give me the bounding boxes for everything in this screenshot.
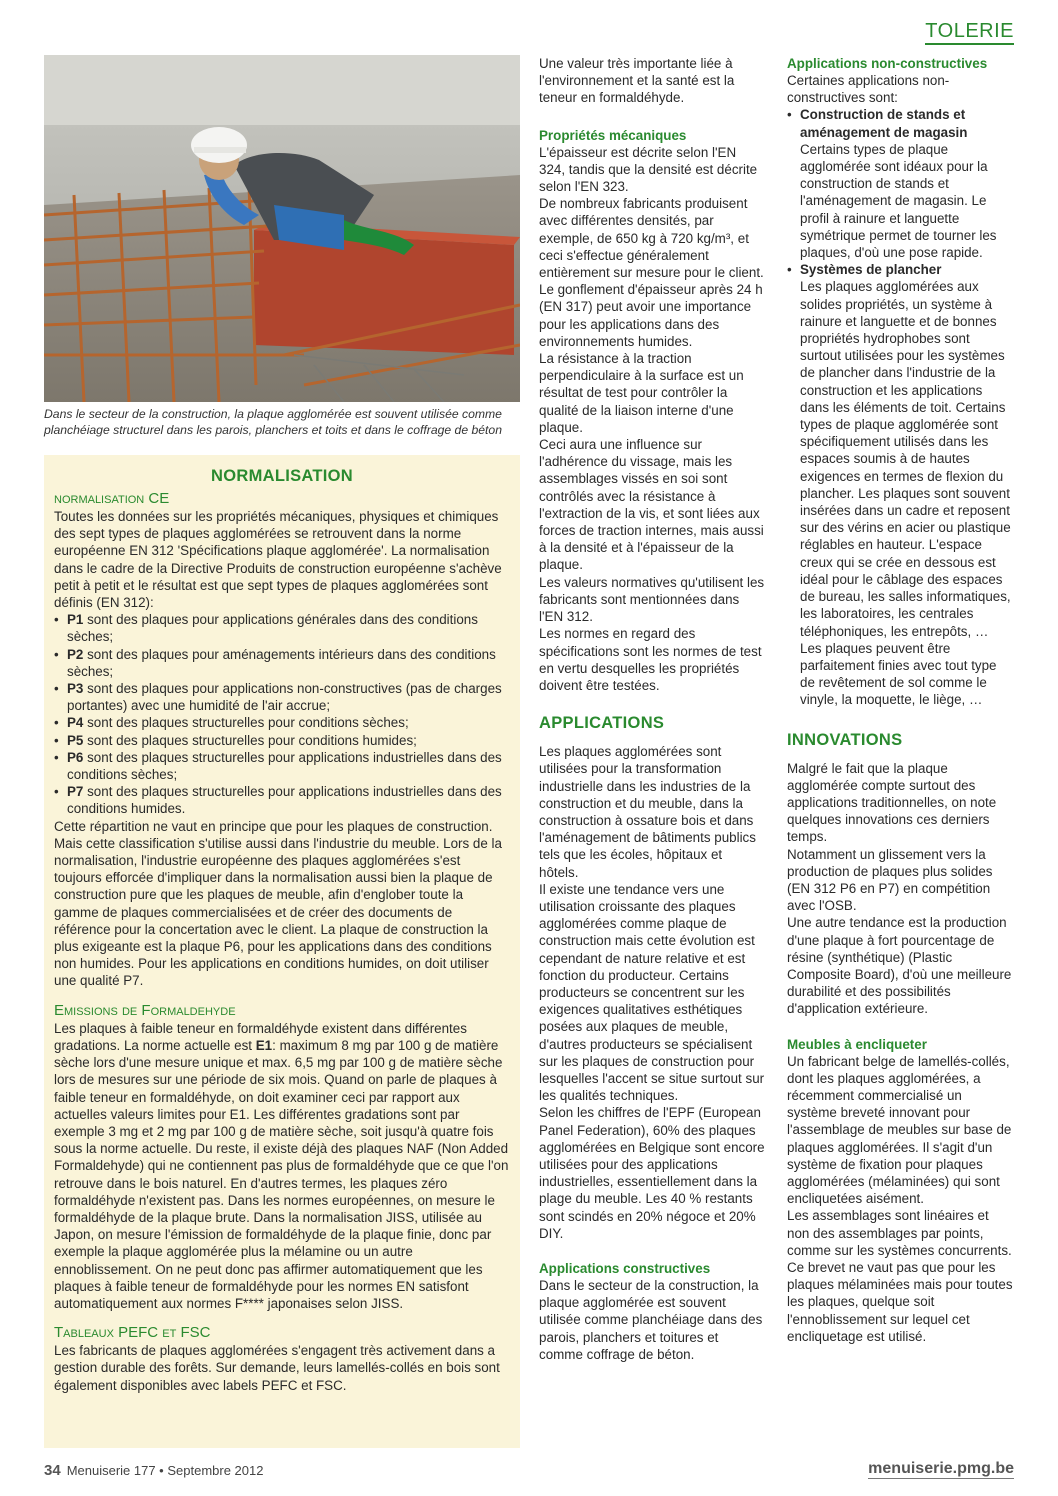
list-item	[54, 646, 510, 680]
photo-caption: Dans le secteur de la construction, la plaque agglomérée est souvent utilisée comme planchéiage structurel dans les parois, planchers et toits et dans le coffrage de béton	[44, 407, 502, 437]
mechanical-paragraph-2: De nombreux fabricants produisent avec différentes densités, par exemple, de 650 kg à 720 kg/m³, et ceci s'effectue généralement entièrement sur mesure pour le client.	[539, 196, 764, 281]
list-item	[54, 714, 510, 731]
list-item	[54, 680, 510, 714]
mechanical-paragraph-6: Les valeurs normatives qu'utilisent les fabricants sont mentionnées dans l'EN 312.	[539, 574, 765, 625]
meubles-title: Meubles à encliqueter	[787, 1036, 927, 1052]
non-constructive-title: Applications non-constructives	[787, 56, 988, 71]
type-code: P1	[67, 612, 84, 628]
type-code: P3	[67, 681, 84, 697]
formaldehyde-e1: E1	[255, 1037, 273, 1053]
type-text: sont des plaques structurelles pour conditions sèches;	[83, 715, 409, 731]
pefc-title: Tableaux PEFC et FSC	[54, 1324, 211, 1342]
list-item	[54, 783, 510, 817]
innovations-paragraph-2: Notamment un glissement vers la production de plaques plus solides (EN 312 P6 en P7) en compétition avec l'OSB.	[787, 846, 993, 914]
list-item	[787, 106, 1013, 261]
type-code: P4	[67, 715, 84, 731]
mechanical-paragraph-1: L'épaisseur est décrite selon l'EN 324, tandis que la densité est décrite selon l'EN 323.	[539, 144, 758, 195]
innovations-paragraph-3: Une autre tendance est la production d'une plaque à fort pourcentage de résine (synthétique) (Plastic Composite Board), d'où une meilleure durabilité et des possibilités d'application extérieure.	[787, 915, 1012, 1017]
applications-paragraph-1: Les plaques agglomérées sont utilisées pour la transformation industrielle dans les industries de la construction et du meuble, dans la construction à ossature bois et dans l'aménagement de bâtiments publics tels que les écoles, hôpitaux et hôtels.	[539, 744, 756, 880]
non-constructive-list	[787, 106, 1013, 708]
non-constructive-paragraph: Certaines applications non-constructives sont:	[787, 73, 950, 106]
item-text: Certains types de plaque agglomérée sont idéaux pour la construction de stands et l'aménagement de magasin. Le profil à rainure et languette symétrique permet de tourner les plaques, d'où une pose rapide.	[800, 141, 997, 261]
normalisation-ce-title: normalisation CE	[54, 490, 170, 507]
normalisation-ce-paragraph-2: Cette répartition ne vaut en principe que pour les plaques de construction. Mais cette classification s'utilise aussi dans l'industrie du meuble. Lors de la normalisation, l'industrie européenne des plaques agglomérées s'est toujours efforcée d'impliquer dans la normalisation aussi bien la plaque de construction pure que les plaques de meuble, afin d'englober toute la gamme de plaques commercialisées et de créer des documents de référence pour la concertation avec le client. La plaque de construction la plus exigeante est la plaque P6, pour les applications dans des conditions non humides. Pour les applications en conditions humides, on doit utiliser une qualité P7.	[54, 818, 502, 989]
mechanical-paragraph-5: Ceci aura une influence sur l'adhérence du vissage, mais les assemblages vissés en soi sont contrôlés avec la résistance à l'extraction de la vis, et sont liées aux forces de traction internes, mais aussi à la densité et à l'épaisseur de la plaque.	[539, 437, 764, 573]
section-tag: TOLERIE	[925, 20, 1014, 45]
type-text: sont des plaques structurelles pour applications industrielles dans des conditions humides.	[67, 784, 502, 817]
formaldehyde-paragraph	[54, 1020, 510, 1312]
type-text: sont des plaques structurelles pour applications industrielles dans des conditions sèches;	[67, 749, 502, 783]
mechanical-paragraph-4: La résistance à la traction perpendiculaire à la surface est un résultat de test pour contrôler la qualité de la liaison interne d'une plaque.	[539, 351, 744, 435]
intro-paragraph: Une valeur très importante liée à l'environnement et la santé est la teneur en formaldéhyde.	[539, 56, 735, 106]
list-item	[54, 749, 510, 783]
type-text: sont des plaques pour applications non-constructives (pas de charges portantes) avec une humidité de l'air accrue;	[67, 681, 502, 714]
applications-paragraph-2: Il existe une tendance vers une utilisation croissante des plaques agglomérées comme plaque de construction mais cette évolution est cependant de nature relative et est fonction du producteur. Certains producteurs se concentrent sur les exigences qualitatives esthétiques posées aux plaques de meuble, d'autres producteurs se spécialisent sur les plaques de construction pour lesquelles l'accent se situe surtout sur les qualités techniques.	[539, 881, 765, 1104]
pefc-paragraph: Les fabricants de plaques agglomérées s'engagent très activement dans a gestion durable des forêts. Sur demande, leurs lamellés-collés en bois sont également disponibles avec labels PEFC et FSC.	[54, 1343, 500, 1393]
list-item	[54, 611, 510, 645]
item-title: • Systèmes de plancher	[800, 262, 942, 278]
issue-text: Menuiserie 177 • Septembre 2012	[66, 1463, 264, 1478]
construction-worker-photo	[44, 55, 520, 402]
mechanical-paragraph-7: Les normes en regard des spécifications sont les normes de test en vertu desquelles les propriétés doivent être testées.	[539, 626, 762, 693]
list-item	[54, 732, 510, 749]
website-link[interactable]: menuiserie.pmg.be	[868, 1460, 1014, 1477]
constructive-applications-paragraph: Dans le secteur de la construction, la plaque agglomérée est souvent utilisée comme planchéiage dans des parois, planchers et toitures et comme coffrage de béton.	[539, 1278, 763, 1362]
page-number: 34	[44, 1462, 61, 1479]
item-title: • Construction de stands et aménagement de magasin	[800, 107, 968, 140]
type-code: P2	[67, 646, 84, 662]
mechanical-properties-title: Propriétés mécaniques	[539, 127, 687, 143]
type-text: sont des plaques structurelles pour conditions humides;	[83, 732, 417, 748]
innovations-title: INNOVATIONS	[787, 730, 903, 749]
meubles-paragraph-2: Les assemblages sont linéaires et non des assemblages par points, comme sur les systèmes concurrents. Ce brevet ne vaut pas que pour les plaques mélaminées mais pour toutes les plaques, quelque soit l'ennoblissement sur lequel cet encliquetage est utilisé.	[787, 1208, 1013, 1344]
photo-illustration	[44, 55, 520, 402]
formaldehyde-text-a: Les plaques à faible teneur en formaldéhyde existent dans différentes gradations. La norme actuelle est	[54, 1020, 467, 1053]
mechanical-paragraph-3: Le gonflement d'épaisseur après 24 h (EN 317) peut avoir une importance pour les applications dans des environnements humides.	[539, 282, 763, 349]
meubles-paragraph-1: Un fabricant belge de lamellés-collés, dont les plaques agglomérées, a récemment commercialisé un système breveté innovant pour l'assemblage de meubles sur base de plaques agglomérées. Il s'agit d'un système de fixation pour plaques agglomérées (mélaminées) qui sont encliquetées aisément.	[787, 1053, 1012, 1207]
list-item	[787, 261, 1013, 708]
constructive-applications-title: Applications constructives	[539, 1261, 711, 1276]
innovations-paragraph-1: Malgré le fait que la plaque agglomérée compte surtout des applications traditionnelles, on note quelques innovations ces derniers temps.	[787, 760, 997, 845]
formaldehyde-text-b: : maximum 8 mg par 100 g de matière sèche lors d'une mesure unique et max. 6,5 mg par 100 g de matière sèche lors de mesures sur une période de six mois. Quand on parle de plaques à faible teneur en formaldéhyde, on doit examiner ceci par rapport aux actuelles valeurs limites pour E1. Les différentes gradations sont par exemple 3 mg et 2 mg par 100 g de matière sèche, soit jusqu'à quatre fois sous la norme actuelle. Du reste, il existe déjà des plaques NAF (Non Added Formaldehyde) qui ne contiennent pas plus de formaldéhyde que ce que l'on retrouve dans le bois naturel. En d'autres termes, les plaques zéro formaldéhyde n'existent pas. Dans les normes européennes, on mesure le formaldéhyde de la plaque brute. Dans la normalisation JISS, utilisée au Japon, on mesure l'émission de formaldéhyde de la plaque finie, donc par exemple la plaque agglomérée plus la mélamine ou un autre ennoblissement. On ne peut donc pas affirmer automatiquement que les plaques à faible teneur de formaldéhyde pour les normes EN satisfont automatiquement aux normes F**** japonaises selon JISS.	[54, 1037, 509, 1311]
column-2	[539, 55, 765, 1450]
type-code: P7	[67, 784, 84, 800]
applications-paragraph-3: Selon les chiffres de l'EPF (European Panel Federation), 60% des plaques agglomérées en Belgique sont encore utilisées pour des applications industrielles, essentiellement dans la plage du meuble. Les 40 % restants sont scindés en 20% négoce et 20% DIY.	[539, 1105, 765, 1241]
normalisation-ce-paragraph: Toutes les données sur les propriétés mécaniques, physiques et chimiques des sept types de plaques agglomérées se retrouvent dans la norme européenne EN 312 'Spécifications plaque agglomérée'. La normalisation dans le cadre de la Directive Produits de construction européenne s'achève petit à petit et le résultat est que sept types de plaques agglomérées sont définis (EN 312):	[54, 509, 502, 611]
normalisation-title: NORMALISATION	[211, 467, 353, 485]
footer-issue	[44, 1462, 263, 1479]
type-code: P6	[67, 749, 84, 765]
type-text: sont des plaques pour aménagements intérieurs dans des conditions sèches;	[67, 646, 496, 679]
plate-types-list	[54, 611, 510, 817]
applications-title: APPLICATIONS	[539, 714, 665, 733]
item-text: Les plaques agglomérées aux solides propriétés, un système à rainure et languette et de bonnes propriétés hydrophobes sont surtout utilisées pour les systèmes de plancher dans l'industrie de la construction et les applications dans les éléments de toit. Certains types de plaque agglomérée sont spécifiquement utilisés dans les espaces soumis à de hautes exigences en termes de flexion du plancher. Les plaques sont souvent insérées dans un cadre et reposent sur des vérins en acier ou plastique réglables en hauteur. L'espace creux qui se crée en dessous est idéal pour le câblage des espaces de bureau, les salles informatiques, les laboratoires, les centrales téléphoniques, les entrepôts, … Les plaques peuvent être parfaitement finies avec tout type de revêtement de sol comme le vinyle, la moquette, le liège, …	[800, 279, 1011, 708]
type-code: P5	[67, 732, 84, 748]
normalisation-box	[44, 455, 520, 1448]
type-text: sont des plaques pour applications générales dans des conditions sèches;	[67, 612, 478, 645]
formaldehyde-title: Emissions de Formaldehyde	[54, 1001, 236, 1019]
column-3	[787, 55, 1013, 1450]
